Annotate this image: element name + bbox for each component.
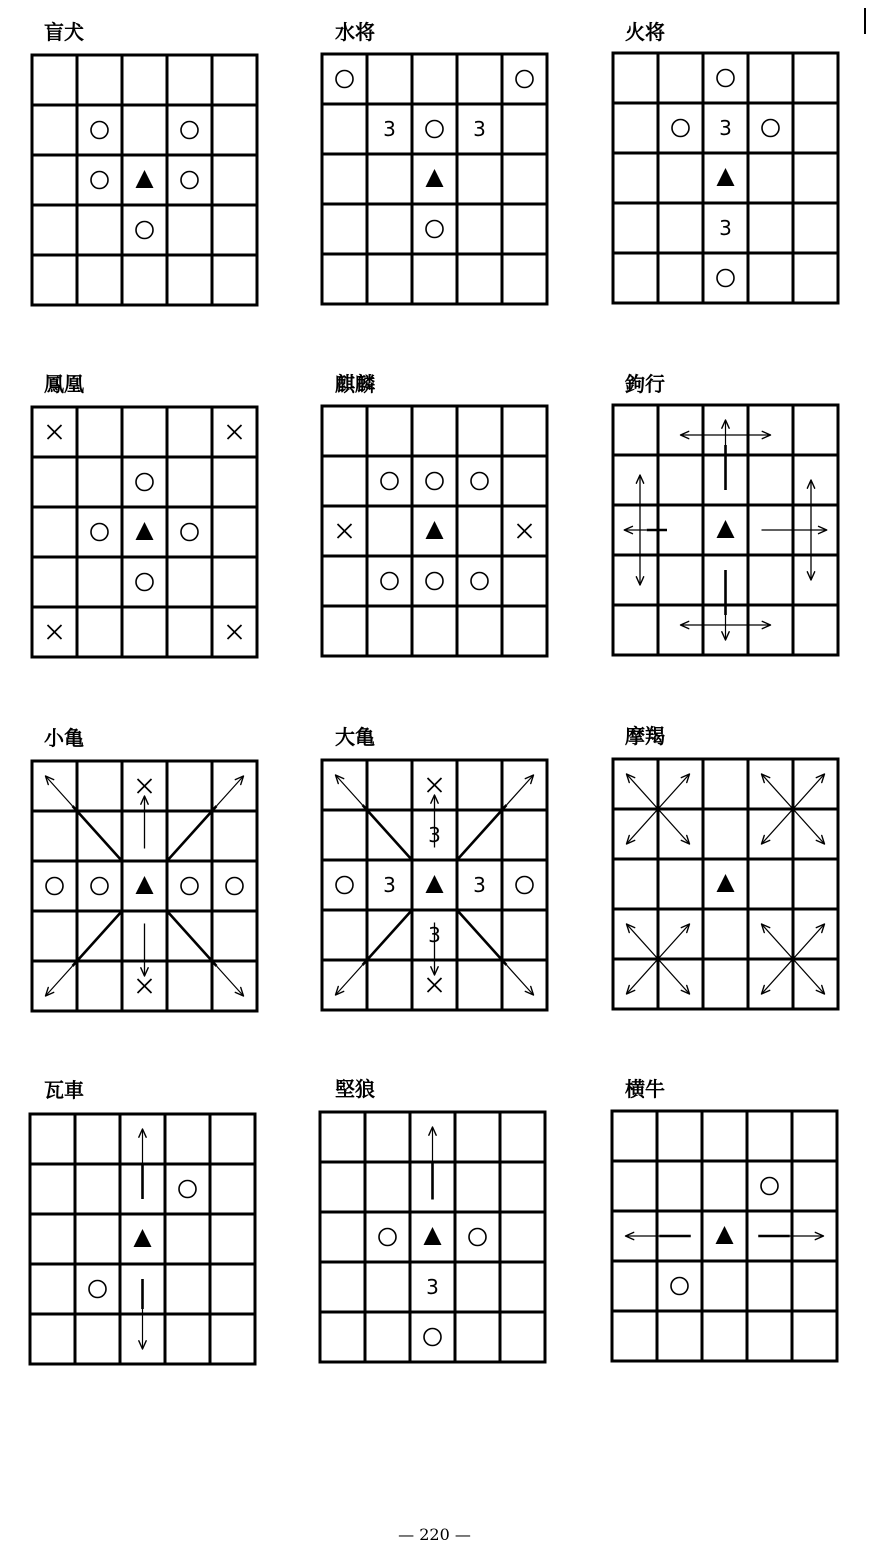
move-board [612, 1111, 837, 1361]
move-arrow [762, 959, 794, 994]
move-circle-icon [91, 878, 108, 895]
move-circle-icon [381, 473, 398, 490]
move-circle-icon [516, 877, 533, 894]
move-arrow [457, 910, 534, 995]
move-arrow [762, 774, 794, 809]
diagram-title: 麒麟 [335, 372, 375, 396]
move-arrow [624, 526, 667, 533]
move-circle-icon [226, 878, 243, 895]
move-arrow [167, 776, 244, 861]
diagram-title: 鉤行 [625, 372, 665, 396]
move-circle-icon [672, 120, 689, 137]
move-circle-icon [181, 122, 198, 139]
diagram-title: 横牛 [625, 1077, 665, 1101]
move-arrow [658, 959, 690, 994]
diagram-title: 火将 [625, 20, 665, 44]
move-circle-icon [91, 172, 108, 189]
move-circle-icon [336, 71, 353, 88]
move-circle-icon [762, 120, 779, 137]
move-number: 3 [719, 216, 732, 240]
blocked-cross-icon [428, 978, 442, 992]
diagram-title: 盲犬 [44, 20, 84, 44]
board-svg [32, 761, 257, 1011]
diagram-title: 小亀 [44, 726, 84, 750]
move-circle-icon [426, 473, 443, 490]
blocked-cross-icon [48, 425, 62, 439]
piece-triangle-icon [426, 875, 444, 893]
board-svg [30, 1114, 255, 1364]
move-arrow [627, 809, 659, 844]
move-arrow [658, 924, 690, 959]
piece-triangle-icon [426, 169, 444, 187]
move-circle-icon [381, 573, 398, 590]
move-arrow [762, 924, 794, 959]
move-arrow [46, 776, 123, 861]
move-circle-icon [91, 122, 108, 139]
move-arrow [627, 924, 659, 959]
move-circle-icon [379, 1229, 396, 1246]
board-svg [32, 407, 257, 657]
board-svg [322, 760, 547, 1010]
move-circle-icon [181, 878, 198, 895]
move-arrow [141, 924, 148, 977]
move-arrow [336, 775, 413, 860]
move-board [30, 1114, 255, 1364]
move-board [32, 761, 257, 1011]
move-board [322, 760, 547, 1010]
board-svg [613, 405, 838, 655]
move-arrow [762, 809, 794, 844]
move-circle-icon [336, 877, 353, 894]
diagram-title: 堅狼 [335, 1077, 375, 1101]
board-svg [612, 1111, 837, 1361]
move-board [32, 407, 257, 657]
move-arrow [658, 809, 690, 844]
diagram-title: 瓦車 [44, 1078, 84, 1102]
move-number: 3 [473, 117, 486, 141]
move-arrow [658, 774, 690, 809]
move-circle-icon [469, 1229, 486, 1246]
move-arrow [336, 910, 413, 995]
move-circle-icon [426, 573, 443, 590]
move-circle-icon [181, 524, 198, 541]
move-arrow [793, 809, 825, 844]
page-number: — 220 — [398, 1525, 471, 1544]
blocked-cross-icon [48, 625, 62, 639]
piece-triangle-icon [136, 522, 154, 540]
board-svg [32, 55, 257, 305]
move-circle-icon [426, 221, 443, 238]
diagram-title: 摩羯 [625, 724, 665, 748]
blocked-cross-icon [228, 425, 242, 439]
move-arrow [793, 774, 825, 809]
move-circle-icon [46, 878, 63, 895]
move-circle-icon [89, 1281, 106, 1298]
move-arrow [167, 911, 244, 996]
move-number: 3 [383, 117, 396, 141]
blocked-cross-icon [518, 524, 532, 538]
blocked-cross-icon [138, 979, 152, 993]
move-circle-icon [91, 524, 108, 541]
move-circle-icon [179, 1181, 196, 1198]
blocked-cross-icon [138, 779, 152, 793]
diagram-title: 鳳凰 [44, 372, 84, 396]
move-number: 3 [383, 873, 396, 897]
page-edge-mark [864, 8, 866, 34]
move-circle-icon [424, 1329, 441, 1346]
piece-triangle-icon [426, 521, 444, 539]
move-circle-icon [671, 1278, 688, 1295]
blocked-cross-icon [428, 778, 442, 792]
diagram-title: 水将 [335, 20, 375, 44]
move-number: 3 [428, 823, 441, 847]
diagram-title: 大亀 [335, 725, 375, 749]
piece-triangle-icon [717, 874, 735, 892]
move-arrow [457, 775, 534, 860]
move-arrow [793, 924, 825, 959]
board-svg [613, 53, 838, 303]
move-circle-icon [516, 71, 533, 88]
move-board [320, 1112, 545, 1362]
move-board [322, 406, 547, 656]
piece-triangle-icon [134, 1229, 152, 1247]
blocked-cross-icon [228, 625, 242, 639]
move-board [613, 405, 838, 655]
move-circle-icon [136, 222, 153, 239]
move-arrow [46, 911, 123, 996]
board-svg [613, 759, 838, 1009]
move-arrow [141, 796, 148, 849]
move-circle-icon [471, 473, 488, 490]
move-circle-icon [717, 70, 734, 87]
move-circle-icon [136, 574, 153, 591]
board-svg [322, 54, 547, 304]
move-circle-icon [761, 1178, 778, 1195]
move-board [613, 759, 838, 1009]
move-arrow [793, 959, 825, 994]
piece-triangle-icon [136, 170, 154, 188]
move-board [32, 55, 257, 305]
board-svg [320, 1112, 545, 1362]
move-board [613, 53, 838, 303]
move-number: 3 [473, 873, 486, 897]
piece-triangle-icon [424, 1227, 442, 1245]
move-number: 3 [719, 116, 732, 140]
move-number: 3 [428, 923, 441, 947]
move-circle-icon [471, 573, 488, 590]
move-circle-icon [426, 121, 443, 138]
move-circle-icon [181, 172, 198, 189]
piece-triangle-icon [717, 168, 735, 186]
piece-triangle-icon [717, 520, 735, 538]
move-arrow [627, 959, 659, 994]
blocked-cross-icon [338, 524, 352, 538]
piece-triangle-icon [716, 1226, 734, 1244]
piece-triangle-icon [136, 876, 154, 894]
move-board [322, 54, 547, 304]
move-circle-icon [136, 474, 153, 491]
move-circle-icon [717, 270, 734, 287]
move-arrow [627, 774, 659, 809]
move-number: 3 [426, 1275, 439, 1299]
board-svg [322, 406, 547, 656]
